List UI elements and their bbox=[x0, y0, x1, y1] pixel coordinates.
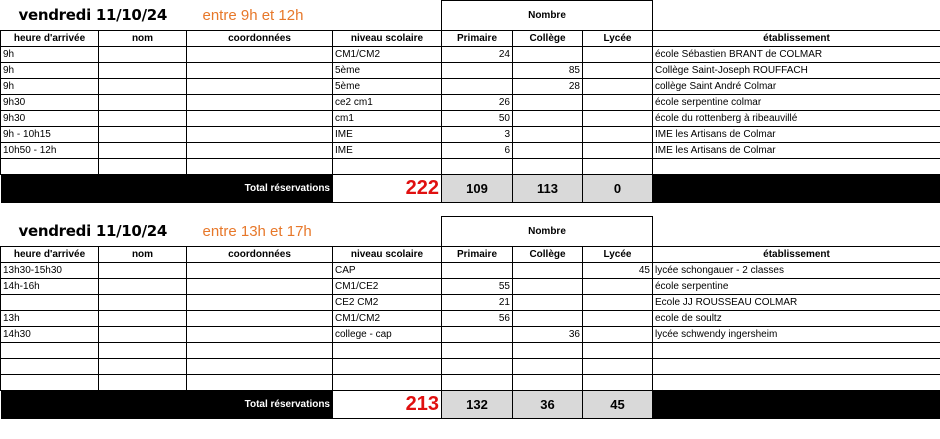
table-cell[interactable]: IME bbox=[333, 143, 442, 159]
table-cell[interactable] bbox=[99, 143, 187, 159]
table-cell[interactable] bbox=[99, 359, 187, 375]
table-cell[interactable] bbox=[99, 311, 187, 327]
table-cell[interactable] bbox=[99, 95, 187, 111]
table-row bbox=[1, 343, 940, 359]
table-row bbox=[1, 143, 940, 159]
table-cell[interactable] bbox=[583, 143, 653, 159]
total-reservations-label: Total réservations bbox=[1, 391, 333, 419]
column-header: établissement bbox=[653, 31, 940, 47]
table-row bbox=[1, 359, 940, 375]
column-header: nom bbox=[99, 247, 187, 263]
table-row bbox=[1, 63, 940, 79]
table-row bbox=[1, 111, 940, 127]
group-header-nombre: Nombre bbox=[442, 217, 653, 247]
table-cell[interactable] bbox=[99, 295, 187, 311]
time-range-label: entre 13h et 17h bbox=[202, 222, 312, 240]
table-cell[interactable] bbox=[583, 359, 653, 375]
table-cell[interactable]: Collège Saint-Joseph ROUFFACH bbox=[653, 63, 940, 79]
table-cell[interactable] bbox=[442, 359, 513, 375]
sheet-date-title: vendredi 11/10/24 bbox=[18, 5, 168, 24]
table-cell[interactable] bbox=[99, 159, 187, 175]
blank-cell bbox=[333, 217, 442, 247]
table-row bbox=[1, 127, 940, 143]
table-cell[interactable] bbox=[187, 79, 333, 95]
table-cell[interactable] bbox=[583, 343, 653, 359]
table-cell[interactable] bbox=[99, 63, 187, 79]
table-cell[interactable]: 9h bbox=[1, 47, 99, 63]
table-cell[interactable] bbox=[583, 327, 653, 343]
blank-cell bbox=[653, 217, 940, 247]
total-primaire: 132 bbox=[442, 391, 513, 419]
table-cell[interactable]: 9h bbox=[1, 63, 99, 79]
table-cell[interactable] bbox=[513, 295, 583, 311]
table-cell[interactable]: IME les Artisans de Colmar bbox=[653, 143, 940, 159]
column-header: Collège bbox=[513, 247, 583, 263]
table-cell[interactable]: CM1/CM2 bbox=[333, 47, 442, 63]
column-header: heure d'arrivée bbox=[1, 247, 99, 263]
table-cell[interactable] bbox=[442, 79, 513, 95]
table-cell[interactable] bbox=[187, 295, 333, 311]
sheet-date-title: vendredi 11/10/24 bbox=[18, 221, 168, 240]
table-cell[interactable] bbox=[1, 159, 99, 175]
table-cell[interactable]: 13h bbox=[1, 311, 99, 327]
table-cell[interactable]: ecole de soultz bbox=[653, 311, 940, 327]
total-row bbox=[1, 391, 940, 419]
column-header: heure d'arrivée bbox=[1, 31, 99, 47]
reservation-table-morning bbox=[0, 0, 940, 203]
table-cell[interactable]: 9h - 10h15 bbox=[1, 127, 99, 143]
table-cell[interactable] bbox=[99, 279, 187, 295]
table-cell[interactable]: 14h30 bbox=[1, 327, 99, 343]
total-college: 36 bbox=[513, 391, 583, 419]
table-cell[interactable]: CM1/CE2 bbox=[333, 279, 442, 295]
table-cell[interactable] bbox=[513, 375, 583, 391]
table-cell[interactable] bbox=[513, 263, 583, 279]
table-cell[interactable]: Ecole JJ ROUSSEAU COLMAR bbox=[653, 295, 940, 311]
table-cell[interactable] bbox=[187, 279, 333, 295]
table-cell[interactable] bbox=[187, 327, 333, 343]
table-cell[interactable]: 24 bbox=[442, 47, 513, 63]
table-cell[interactable] bbox=[583, 279, 653, 295]
table-cell[interactable]: CE2 CM2 bbox=[333, 295, 442, 311]
table-row bbox=[1, 159, 940, 175]
table-cell[interactable]: école serpentine bbox=[653, 279, 940, 295]
table-cell[interactable] bbox=[442, 159, 513, 175]
table-cell[interactable] bbox=[99, 263, 187, 279]
total-reservations-value: 222 bbox=[333, 175, 442, 203]
table-cell[interactable] bbox=[1, 343, 99, 359]
table-cell[interactable] bbox=[333, 375, 442, 391]
table-cell[interactable]: college - cap bbox=[333, 327, 442, 343]
column-header: Lycée bbox=[583, 247, 653, 263]
table-cell[interactable] bbox=[513, 111, 583, 127]
total-reservations-label: Total réservations bbox=[1, 175, 333, 203]
column-header: Primaire bbox=[442, 247, 513, 263]
table-cell[interactable]: 28 bbox=[513, 79, 583, 95]
table-cell[interactable] bbox=[442, 375, 513, 391]
table-cell[interactable] bbox=[99, 127, 187, 143]
total-lycee: 0 bbox=[583, 175, 653, 203]
table-cell[interactable]: collège Saint André Colmar bbox=[653, 79, 940, 95]
table-cell[interactable]: école Sébastien BRANT de COLMAR bbox=[653, 47, 940, 63]
table-cell[interactable] bbox=[187, 375, 333, 391]
table-cell[interactable] bbox=[187, 359, 333, 375]
group-header-nombre: Nombre bbox=[442, 1, 653, 31]
table-cell[interactable]: 14h-16h bbox=[1, 279, 99, 295]
table-cell[interactable] bbox=[513, 159, 583, 175]
table-cell[interactable]: 5ème bbox=[333, 79, 442, 95]
table-cell[interactable] bbox=[513, 95, 583, 111]
table-cell[interactable] bbox=[187, 95, 333, 111]
table-cell[interactable]: école serpentine colmar bbox=[653, 95, 940, 111]
column-header: niveau scolaire bbox=[333, 31, 442, 47]
table-row bbox=[1, 47, 940, 63]
table-cell[interactable] bbox=[333, 359, 442, 375]
table-cell[interactable] bbox=[513, 127, 583, 143]
column-header-row bbox=[1, 31, 940, 47]
table-cell[interactable]: 21 bbox=[442, 295, 513, 311]
table-cell[interactable] bbox=[583, 375, 653, 391]
table-cell[interactable] bbox=[583, 47, 653, 63]
table-cell[interactable]: 85 bbox=[513, 63, 583, 79]
table-cell[interactable] bbox=[333, 159, 442, 175]
table-cell[interactable] bbox=[442, 63, 513, 79]
table-row bbox=[1, 311, 940, 327]
table-cell[interactable] bbox=[513, 343, 583, 359]
blank-cell bbox=[333, 1, 442, 31]
blank-cell bbox=[653, 1, 940, 31]
table-row bbox=[1, 327, 940, 343]
table-cell[interactable]: IME les Artisans de Colmar bbox=[653, 127, 940, 143]
table-row bbox=[1, 263, 940, 279]
table-cell[interactable]: 3 bbox=[442, 127, 513, 143]
total-reservations-value: 213 bbox=[333, 391, 442, 419]
table-row bbox=[1, 295, 940, 311]
table-cell[interactable] bbox=[653, 159, 940, 175]
table-cell[interactable] bbox=[99, 343, 187, 359]
reservation-table-afternoon bbox=[0, 216, 940, 419]
column-header: nom bbox=[99, 31, 187, 47]
time-range-label: entre 9h et 12h bbox=[202, 6, 304, 24]
table-cell[interactable] bbox=[187, 47, 333, 63]
table-cell[interactable]: CAP bbox=[333, 263, 442, 279]
column-header: niveau scolaire bbox=[333, 247, 442, 263]
table-cell[interactable] bbox=[583, 159, 653, 175]
table-cell[interactable] bbox=[99, 47, 187, 63]
table-cell[interactable]: lycée schwendy ingersheim bbox=[653, 327, 940, 343]
table-cell[interactable] bbox=[99, 375, 187, 391]
table-cell[interactable]: CM1/CM2 bbox=[333, 311, 442, 327]
table-cell[interactable]: école du rottenberg à ribeauvillé bbox=[653, 111, 940, 127]
total-filler bbox=[653, 175, 940, 203]
table-cell[interactable] bbox=[99, 79, 187, 95]
table-cell[interactable] bbox=[653, 343, 940, 359]
table-cell[interactable] bbox=[653, 375, 940, 391]
table-row bbox=[1, 279, 940, 295]
table-cell[interactable]: cm1 bbox=[333, 111, 442, 127]
column-header: établissement bbox=[653, 247, 940, 263]
table-cell[interactable] bbox=[99, 327, 187, 343]
total-filler bbox=[653, 391, 940, 419]
table-cell[interactable] bbox=[583, 111, 653, 127]
table-cell[interactable] bbox=[187, 263, 333, 279]
table-cell[interactable]: 10h50 - 12h bbox=[1, 143, 99, 159]
table-cell[interactable]: 56 bbox=[442, 311, 513, 327]
total-row bbox=[1, 175, 940, 203]
column-header-row bbox=[1, 247, 940, 263]
table-cell[interactable] bbox=[1, 375, 99, 391]
column-header: coordonnées bbox=[187, 247, 333, 263]
table-cell[interactable] bbox=[187, 159, 333, 175]
table-cell[interactable] bbox=[99, 111, 187, 127]
total-college: 113 bbox=[513, 175, 583, 203]
table-cell[interactable] bbox=[513, 143, 583, 159]
table-cell[interactable] bbox=[333, 343, 442, 359]
table-row bbox=[1, 375, 940, 391]
table-cell[interactable] bbox=[583, 127, 653, 143]
table-cell[interactable]: 5ème bbox=[333, 63, 442, 79]
table-cell[interactable]: lycée schongauer - 2 classes bbox=[653, 263, 940, 279]
table-cell[interactable] bbox=[187, 311, 333, 327]
table-cell[interactable] bbox=[1, 295, 99, 311]
table-cell[interactable] bbox=[583, 63, 653, 79]
table-cell[interactable]: IME bbox=[333, 127, 442, 143]
table-cell[interactable]: 9h30 bbox=[1, 111, 99, 127]
table-cell[interactable]: 36 bbox=[513, 327, 583, 343]
table-cell[interactable] bbox=[442, 263, 513, 279]
table-cell[interactable] bbox=[513, 279, 583, 295]
table-cell[interactable]: 9h30 bbox=[1, 95, 99, 111]
table-cell[interactable] bbox=[442, 327, 513, 343]
table-cell[interactable] bbox=[187, 63, 333, 79]
table-cell[interactable] bbox=[187, 143, 333, 159]
table-cell[interactable]: 26 bbox=[442, 95, 513, 111]
table-cell[interactable] bbox=[442, 343, 513, 359]
table-cell[interactable] bbox=[513, 359, 583, 375]
total-lycee: 45 bbox=[583, 391, 653, 419]
table-cell[interactable] bbox=[583, 311, 653, 327]
table-cell[interactable] bbox=[187, 127, 333, 143]
table-cell[interactable]: 9h bbox=[1, 79, 99, 95]
table-cell[interactable]: ce2 cm1 bbox=[333, 95, 442, 111]
table-cell[interactable] bbox=[513, 47, 583, 63]
table-cell[interactable]: 45 bbox=[583, 263, 653, 279]
table-cell[interactable] bbox=[653, 359, 940, 375]
table-cell[interactable]: 13h30-15h30 bbox=[1, 263, 99, 279]
table-row bbox=[1, 95, 940, 111]
column-header: Lycée bbox=[583, 31, 653, 47]
table-cell[interactable] bbox=[513, 311, 583, 327]
table-cell[interactable]: 55 bbox=[442, 279, 513, 295]
column-header: Collège bbox=[513, 31, 583, 47]
table-cell[interactable] bbox=[187, 343, 333, 359]
total-primaire: 109 bbox=[442, 175, 513, 203]
table-cell[interactable]: 50 bbox=[442, 111, 513, 127]
table-cell[interactable] bbox=[583, 95, 653, 111]
table-cell[interactable] bbox=[187, 111, 333, 127]
table-cell[interactable] bbox=[1, 359, 99, 375]
column-header: coordonnées bbox=[187, 31, 333, 47]
table-cell[interactable]: 6 bbox=[442, 143, 513, 159]
table-cell[interactable] bbox=[583, 295, 653, 311]
table-row bbox=[1, 79, 940, 95]
column-header: Primaire bbox=[442, 31, 513, 47]
table-cell[interactable] bbox=[583, 79, 653, 95]
